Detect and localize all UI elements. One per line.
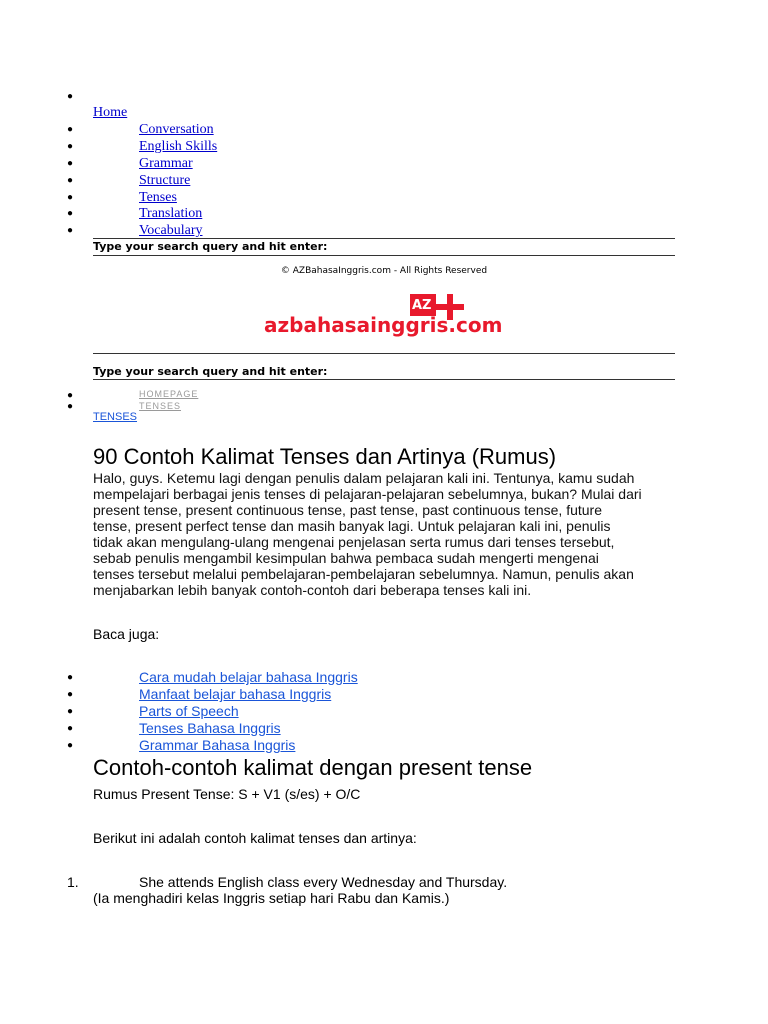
list-bullet	[67, 142, 73, 152]
intro-line: present tense, present continuous tense, past tense, past continuous tense, future	[93, 502, 602, 518]
read-also-link[interactable]: Cara mudah belajar bahasa Inggris	[139, 669, 358, 685]
list-number: 1.	[67, 874, 79, 890]
intro-line: tidak akan mengulang-ulang mengenai penjelasan serta rumus dari tenses tersebut,	[93, 534, 615, 550]
breadcrumb-current-link[interactable]: TENSES	[93, 411, 138, 423]
nav-structure-link[interactable]: Structure	[139, 173, 191, 188]
read-also-label: Baca juga:	[93, 626, 160, 642]
list-bullet	[67, 176, 73, 186]
read-also-link[interactable]: Manfaat belajar bahasa Inggris	[139, 686, 332, 702]
list-bullet	[67, 125, 73, 135]
read-also-link[interactable]: Parts of Speech	[139, 703, 239, 719]
list-bullet	[67, 724, 73, 734]
article-title: 90 Contoh Kalimat Tenses dan Artinya (Rumus)	[93, 444, 557, 469]
article-intro	[93, 470, 693, 598]
read-also-link[interactable]: Grammar Bahasa Inggris	[139, 737, 296, 753]
search-top-border	[93, 353, 675, 354]
search-input[interactable]	[93, 379, 675, 380]
nav-grammar-link[interactable]: Grammar	[139, 156, 193, 171]
list-bullet	[67, 159, 73, 169]
list-bullet	[67, 92, 73, 102]
logo-wordmark: azbahasainggris.com	[264, 313, 503, 337]
formula-text: Rumus Present Tense: S + V1 (s/es) + O/C	[93, 786, 361, 802]
list-bullet	[67, 673, 73, 683]
intro-line: tenses tersebut melalui pembelajaran-pembelajaran sebelumnya. Namun, penulis akan	[93, 566, 634, 582]
nav-translation-link[interactable]: Translation	[139, 206, 203, 221]
nav-english-skills-link[interactable]: English Skills	[139, 139, 218, 154]
intro-line: Halo, guys. Ketemu lagi dengan penulis dalam pelajaran kali ini. Tentunya, kamu sudah	[93, 470, 635, 486]
copyright-text: © AZBahasaInggris.com - All Rights Reserved	[280, 266, 488, 276]
nav-tenses-link[interactable]: Tenses	[139, 190, 177, 205]
site-logo[interactable]	[262, 291, 507, 341]
section-heading: Contoh-contoh kalimat dengan present tense	[93, 755, 533, 780]
list-bullet	[67, 690, 73, 700]
list-bullet	[67, 209, 73, 219]
example-translation: (Ia menghadiri kelas Inggris setiap hari Rabu dan Kamis.)	[93, 890, 450, 906]
breadcrumb-tenses-link[interactable]: TENSES	[139, 401, 182, 411]
read-also-link[interactable]: Tenses Bahasa Inggris	[139, 720, 281, 736]
intro-line: sebab penulis mengambil kesimpulan bahwa pembaca sudah mengerti mengenai	[93, 550, 599, 566]
list-bullet	[67, 707, 73, 717]
nav-conversation-link[interactable]: Conversation	[139, 122, 214, 137]
breadcrumb-homepage-link[interactable]: HOMEPAGE	[139, 389, 199, 399]
examples-intro: Berikut ini adalah contoh kalimat tenses dan artinya:	[93, 830, 417, 846]
list-bullet	[67, 741, 73, 751]
list-bullet	[67, 402, 73, 412]
list-bullet	[67, 193, 73, 203]
search-label: Type your search query and hit enter:	[93, 365, 328, 378]
az-badge-text: AZ	[412, 298, 432, 313]
search-input[interactable]	[93, 255, 675, 256]
search-top-border	[93, 238, 675, 239]
list-bullet	[67, 391, 73, 401]
search-label: Type your search query and hit enter:	[93, 240, 328, 253]
nav-vocabulary-link[interactable]: Vocabulary	[139, 223, 203, 238]
intro-line: menjabarkan lebih banyak contoh-contoh dari beberapa tenses kali ini.	[93, 582, 532, 598]
intro-line: mempelajari berbagai jenis tenses di pelajaran-pelajaran sebelumnya, bukan? Mulai dari	[93, 486, 642, 502]
nav-home-link[interactable]: Home	[93, 105, 128, 120]
example-sentence: She attends English class every Wednesday and Thursday.	[139, 874, 508, 890]
intro-line: tense, present perfect tense dan masih banyak lagi. Untuk pelajaran kali ini, penulis	[93, 518, 611, 534]
list-bullet	[67, 226, 73, 236]
